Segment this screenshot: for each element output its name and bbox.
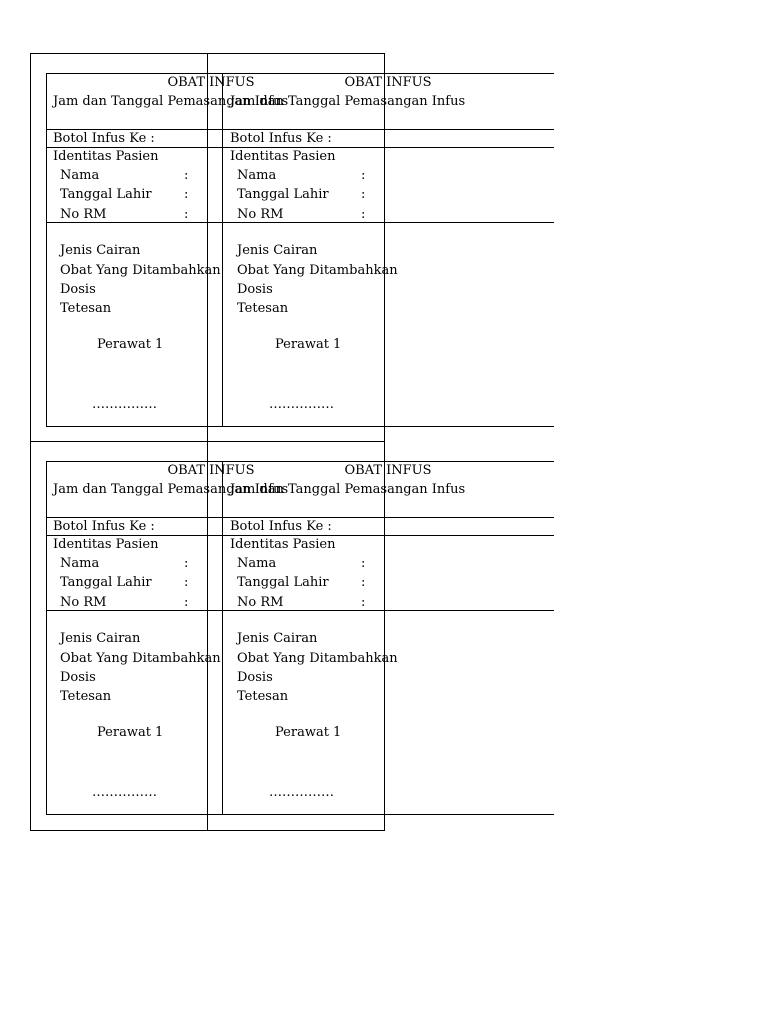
field-sep: : — [184, 556, 189, 571]
drip-rate: Tetesan — [237, 689, 289, 704]
field-name: Nama — [60, 556, 100, 571]
field-name: Nama — [237, 168, 277, 183]
field-name: Nama — [237, 556, 277, 571]
field-rm: No RM — [60, 207, 107, 222]
field-birthdate: Tanggal Lahir — [237, 575, 329, 590]
rule — [376, 535, 554, 536]
rule — [376, 147, 554, 148]
dose: Dosis — [237, 282, 273, 297]
rule — [46, 610, 554, 611]
field-sep: : — [184, 595, 189, 610]
added-drug: Obat Yang Ditambahkan — [60, 651, 221, 666]
nurse-label: Perawat 1 — [275, 337, 342, 352]
bottle-label: Botol Infus Ke : — [230, 131, 332, 146]
label-title: OBAT INFUS — [167, 75, 255, 90]
label-title: OBAT INFUS — [167, 463, 255, 478]
rule — [46, 814, 554, 815]
field-birthdate: Tanggal Lahir — [60, 575, 152, 590]
drip-rate: Tetesan — [60, 689, 112, 704]
field-sep: : — [184, 187, 189, 202]
dose: Dosis — [60, 282, 96, 297]
rule — [46, 517, 554, 518]
patient-heading: Identitas Pasien — [53, 537, 159, 552]
patient-heading: Identitas Pasien — [230, 537, 336, 552]
field-rm: No RM — [237, 207, 284, 222]
datetime-label: Jam dan Tanggal Pemasangan Infus — [53, 94, 289, 109]
signature-line: …………… — [92, 785, 157, 800]
patient-heading: Identitas Pasien — [230, 149, 336, 164]
drip-rate: Tetesan — [237, 301, 289, 316]
field-sep: : — [361, 168, 366, 183]
label-sheet-bottom — [0, 388, 768, 800]
field-name: Nama — [60, 168, 100, 183]
signature-line: …………… — [269, 397, 334, 412]
drip-rate: Tetesan — [60, 301, 112, 316]
signature-line: …………… — [92, 397, 157, 412]
field-sep: : — [184, 207, 189, 222]
signature-line: …………… — [269, 785, 334, 800]
rule — [46, 73, 554, 74]
rule — [46, 535, 376, 536]
datetime-label: Jam dan Tanggal Pemasangan Infus — [53, 482, 289, 497]
field-birthdate: Tanggal Lahir — [60, 187, 152, 202]
field-sep: : — [184, 575, 189, 590]
dose: Dosis — [60, 670, 96, 685]
field-sep: : — [361, 595, 366, 610]
field-sep: : — [361, 207, 366, 222]
label-title: OBAT INFUS — [344, 75, 432, 90]
rule — [222, 461, 223, 815]
rule — [46, 461, 554, 462]
fluid-type: Jenis Cairan — [237, 243, 318, 258]
field-sep: : — [361, 187, 366, 202]
datetime-label: Jam dan Tanggal Pemasangan Infus — [230, 94, 466, 109]
nurse-label: Perawat 1 — [97, 725, 164, 740]
bottle-label: Botol Infus Ke : — [53, 131, 155, 146]
bottle-label: Botol Infus Ke : — [53, 519, 155, 534]
dose: Dosis — [237, 670, 273, 685]
field-sep: : — [361, 556, 366, 571]
datetime-label: Jam dan Tanggal Pemasangan Infus — [230, 482, 466, 497]
rule — [46, 129, 554, 130]
fluid-type: Jenis Cairan — [60, 243, 141, 258]
bottle-label: Botol Infus Ke : — [230, 519, 332, 534]
label-title: OBAT INFUS — [344, 463, 432, 478]
field-birthdate: Tanggal Lahir — [237, 187, 329, 202]
rule — [46, 147, 376, 148]
field-rm: No RM — [60, 595, 107, 610]
fluid-type: Jenis Cairan — [237, 631, 318, 646]
fluid-type: Jenis Cairan — [60, 631, 141, 646]
nurse-label: Perawat 1 — [97, 337, 164, 352]
rule — [46, 222, 554, 223]
rule — [46, 461, 47, 815]
rule — [46, 73, 47, 427]
field-rm: No RM — [237, 595, 284, 610]
added-drug: Obat Yang Ditambahkan — [237, 651, 398, 666]
rule — [222, 73, 223, 427]
nurse-label: Perawat 1 — [275, 725, 342, 740]
label-sheet-top — [0, 0, 768, 412]
added-drug: Obat Yang Ditambahkan — [60, 263, 221, 278]
field-sep: : — [184, 168, 189, 183]
patient-heading: Identitas Pasien — [53, 149, 159, 164]
field-sep: : — [361, 575, 366, 590]
added-drug: Obat Yang Ditambahkan — [237, 263, 398, 278]
